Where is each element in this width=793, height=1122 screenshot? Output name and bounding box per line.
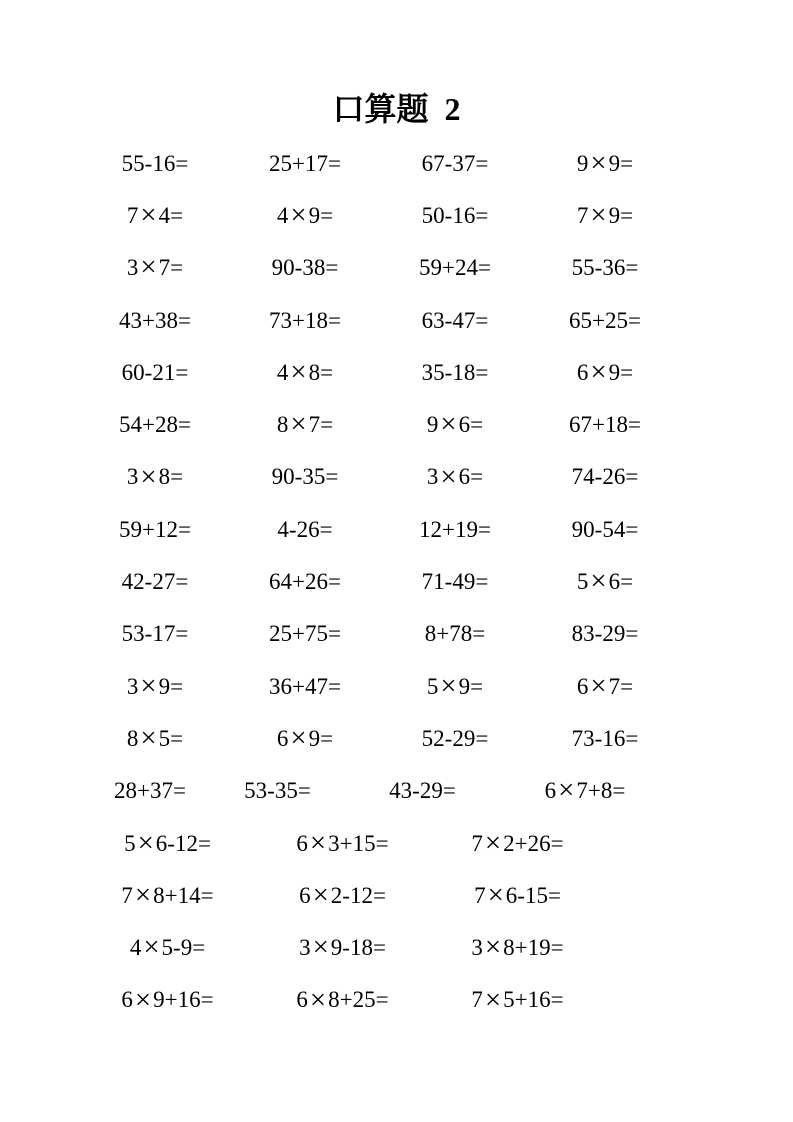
problem: 9×6= [426, 408, 484, 441]
problem-list [80, 137, 720, 1026]
problem: 74-26= [571, 464, 639, 490]
problem-row [80, 817, 720, 869]
problem: 59+24= [419, 255, 491, 281]
problem: 6×8+25= [296, 983, 389, 1016]
problem: 63-47= [421, 307, 489, 333]
problem-row [80, 451, 720, 503]
problem: 6×2-12= [299, 878, 386, 911]
problem: 60-21= [121, 359, 189, 385]
problem: 4×5-9= [129, 931, 206, 964]
problem: 71-49= [421, 569, 489, 595]
problem: 6×3+15= [296, 826, 389, 859]
worksheet-title: 口算题 2 [332, 91, 461, 127]
problem: 83-29= [571, 621, 639, 647]
problem: 6×9= [276, 722, 334, 755]
problem: 73-16= [571, 725, 639, 751]
problem: 5×6= [576, 565, 634, 598]
problem-row [80, 921, 720, 973]
problem-row [80, 660, 720, 712]
problem: 9×9= [576, 146, 634, 179]
problem-row [80, 189, 720, 241]
problem: 4-26= [277, 516, 333, 542]
problem: 3×9-18= [299, 931, 386, 964]
problem-row [80, 608, 720, 660]
problem-row [80, 137, 720, 189]
problem: 43-29= [389, 778, 456, 804]
problem: 7×6-15= [474, 878, 561, 911]
problem-row [80, 242, 720, 294]
problem: 3×7= [126, 251, 184, 284]
problem: 28+37= [114, 778, 186, 804]
problem-row [80, 869, 720, 921]
problem: 25+75= [269, 621, 341, 647]
problem: 6×9+16= [121, 983, 214, 1016]
problem: 55-36= [571, 255, 639, 281]
problem-row [80, 555, 720, 607]
problem-row [80, 712, 720, 764]
problem: 53-35= [244, 778, 311, 804]
problem: 55-16= [121, 150, 189, 176]
problem: 6×9= [576, 355, 634, 388]
problem: 52-29= [421, 725, 489, 751]
problem: 7×5+16= [471, 983, 564, 1016]
problem: 53-17= [121, 621, 189, 647]
problem: 7×9= [576, 199, 634, 232]
problem-row [80, 765, 720, 817]
problem: 59+12= [119, 516, 191, 542]
problem: 8+78= [424, 621, 486, 647]
problem: 7×8+14= [121, 878, 214, 911]
problem: 43+38= [119, 307, 191, 333]
problem: 50-16= [421, 202, 489, 228]
problem: 73+18= [269, 307, 341, 333]
problem: 3×9= [126, 669, 184, 702]
problem: 5×6-12= [124, 826, 211, 859]
problem: 54+28= [119, 412, 191, 438]
problem: 67+18= [569, 412, 641, 438]
problem: 35-18= [421, 359, 489, 385]
problem: 5×9= [426, 669, 484, 702]
problem: 8×7= [276, 408, 334, 441]
problem: 3×8= [126, 460, 184, 493]
problem: 3×8+19= [471, 931, 564, 964]
problem: 65+25= [569, 307, 641, 333]
problem: 90-38= [271, 255, 339, 281]
problem: 67-37= [421, 150, 489, 176]
problem-row [80, 346, 720, 398]
problem: 4×9= [276, 199, 334, 232]
problem-row [80, 974, 720, 1026]
problem-row [80, 294, 720, 346]
problem: 36+47= [269, 673, 341, 699]
problem: 90-35= [271, 464, 339, 490]
problem: 8×5= [126, 722, 184, 755]
problem: 42-27= [121, 569, 189, 595]
problem-row [80, 398, 720, 450]
problem: 25+17= [269, 150, 341, 176]
problem: 7×2+26= [471, 826, 564, 859]
problem: 6×7= [576, 669, 634, 702]
problem: 12+19= [419, 516, 491, 542]
problem: 3×6= [426, 460, 484, 493]
problem: 4×8= [276, 355, 334, 388]
problem-row [80, 503, 720, 555]
problem: 7×4= [126, 199, 184, 232]
problem: 90-54= [571, 516, 639, 542]
problem: 64+26= [269, 569, 341, 595]
problem: 6×7+8= [544, 774, 626, 807]
